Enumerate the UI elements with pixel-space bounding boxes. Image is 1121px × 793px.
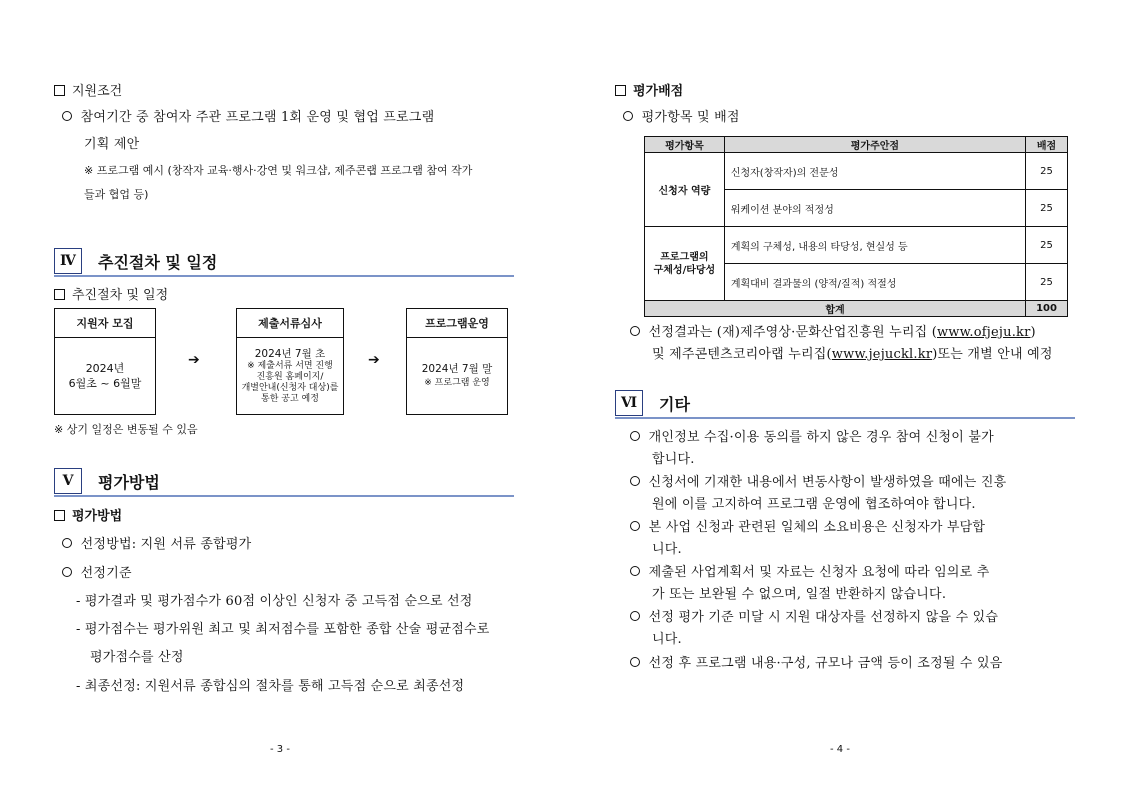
selection-criteria-2-cont: 평가점수를 산정 [90, 650, 184, 665]
flow-step-body: 2024년 6월초 ~ 6월말 [68, 361, 142, 390]
selection-criteria-heading: 선정기준 [62, 562, 132, 581]
circle-bullet-icon [62, 567, 72, 577]
circle-bullet-icon [630, 431, 640, 441]
checkbox-square-icon [54, 85, 65, 96]
selection-criteria-3: - 최종선정: 지원서류 종합심의 절차를 통해 고득점 순으로 최종선정 [76, 679, 465, 694]
table-row [645, 153, 1068, 190]
list-item-cont: 가 또는 보완될 수 없으며, 일절 반환하지 않습니다. [652, 587, 947, 602]
section-numeral: Ⅵ [615, 390, 643, 416]
ofjeju-link[interactable]: www.ofjeju.kr [936, 325, 1031, 340]
flow-step-body: 2024년 7월 초 ※ 제출서류 서면 진행 진흥원 홈페이지/ 개별안내(신청자 대상)를 통한 공고 예정 [241, 347, 339, 404]
jejuckl-link[interactable]: www.jejuckl.kr [831, 347, 933, 362]
table-score-cell: 25 [1026, 190, 1068, 227]
scoring-subheading: 평가항목 및 배점 [623, 106, 740, 125]
table-total-row [645, 301, 1068, 317]
list-item: 선정 후 프로그램 내용·구성, 규모나 금액 등이 조정될 수 있음 [630, 652, 1003, 671]
program-example-note-cont: 들과 협업 등) [84, 188, 149, 201]
circle-bullet-icon [623, 111, 633, 121]
circle-bullet-icon [630, 326, 640, 336]
list-item-cont: 원에 이를 고지하여 프로그램 운영에 협조하여야 합니다. [652, 497, 976, 512]
flow-step-recruit [54, 308, 156, 415]
table-header-cell: 평가주안점 [724, 137, 1025, 153]
arrow-right-icon: ➔ [368, 352, 380, 368]
table-header-cell: 배점 [1026, 137, 1068, 153]
evaluation-method-heading: 평가방법 [54, 505, 122, 524]
scoring-heading: 평가배점 [615, 80, 683, 99]
table-total-score: 100 [1026, 301, 1068, 317]
flow-step-title: 제출서류심사 [237, 309, 343, 338]
circle-bullet-icon [630, 521, 640, 531]
section-rule [54, 495, 514, 497]
table-total-label: 합계 [645, 301, 1026, 317]
schedule-note: ※ 상기 일정은 변동될 수 있음 [54, 423, 198, 436]
table-cell: 워케이션 분야의 적정성 [724, 190, 1025, 227]
checkbox-square-icon [615, 85, 626, 96]
list-item: 본 사업 신청과 관련된 일체의 소요비용은 신청자가 부담합 [630, 516, 985, 535]
section-rule [615, 417, 1075, 419]
flow-step-operation [406, 308, 508, 415]
checkbox-square-icon [54, 289, 65, 300]
checkbox-square-icon [54, 510, 65, 521]
page-number: - 3 - [270, 744, 290, 755]
section-numeral: Ⅴ [54, 468, 82, 494]
arrow-right-icon: ➔ [188, 352, 200, 368]
section-rule [54, 275, 514, 277]
section-title: 평가방법 [98, 473, 160, 492]
result-notice: 선정결과는 (재)제주영상·문화산업진흥원 누리집 (www.ofjeju.kr) [630, 321, 1036, 340]
table-score-cell: 25 [1026, 264, 1068, 301]
list-item: 선정 평가 기준 미달 시 지원 대상자를 선정하지 않을 수 있습 [630, 606, 998, 625]
section-numeral: Ⅳ [54, 248, 82, 274]
circle-bullet-icon [630, 566, 640, 576]
list-item: 신청서에 기재한 내용에서 변동사항이 발생하였을 때에는 진흥 [630, 471, 1006, 490]
list-item-cont: 니다. [652, 632, 682, 647]
table-row [645, 227, 1068, 264]
section-title: 기타 [659, 395, 690, 414]
flow-step-title: 프로그램운영 [407, 309, 507, 338]
table-category-cell: 프로그램의 구체성/타당성 [645, 227, 725, 301]
circle-bullet-icon [630, 657, 640, 667]
circle-bullet-icon [62, 538, 72, 548]
list-item-cont: 니다. [652, 542, 682, 557]
section-title: 추진절차 및 일정 [98, 253, 218, 272]
scoring-table [644, 136, 1068, 317]
circle-bullet-icon [630, 611, 640, 621]
selection-criteria-1: - 평가결과 및 평가점수가 60점 이상인 신청자 중 고득점 순으로 선정 [76, 594, 473, 609]
result-notice-cont: 및 제주콘텐츠코리아랩 누리집(www.jejuckl.kr)또는 개별 안내 예정 [652, 347, 1053, 362]
section-4-header [54, 248, 514, 276]
flow-step-body: 2024년 7월 말 ※ 프로그램 운영 [421, 362, 493, 388]
circle-bullet-icon [630, 476, 640, 486]
table-category-cell: 신청자 역량 [645, 153, 725, 227]
table-score-cell: 25 [1026, 227, 1068, 264]
flow-step-review [236, 308, 344, 415]
flow-step-title: 지원자 모집 [55, 309, 155, 338]
selection-criteria-2: - 평가점수는 평가위원 최고 및 최저점수를 포함한 종합 산술 평균점수로 [76, 622, 490, 637]
section-5-header [54, 468, 514, 496]
section-6-header [615, 390, 1075, 418]
list-item-cont: 합니다. [652, 452, 695, 467]
table-header-row [645, 137, 1068, 153]
support-conditions-heading: 지원조건 [54, 80, 122, 99]
table-cell: 계획대비 결과물의 (양적/질적) 적절성 [724, 264, 1025, 301]
table-cell: 계획의 구체성, 내용의 타당성, 현실성 등 [724, 227, 1025, 264]
circle-bullet-icon [62, 111, 72, 121]
procedure-heading: 추진절차 및 일정 [54, 284, 168, 303]
support-condition-item-cont: 기획 제안 [84, 137, 140, 152]
program-example-note: ※ 프로그램 예시 (창작자 교육·행사·강연 및 워크샵, 제주콘랩 프로그램 참여 작가 [84, 164, 473, 177]
list-item: 개인정보 수집·이용 동의를 하지 않은 경우 참여 신청이 불가 [630, 426, 994, 445]
list-item: 제출된 사업계획서 및 자료는 신청자 요청에 따라 임의로 추 [630, 561, 990, 580]
table-cell: 신청자(창작자)의 전문성 [724, 153, 1025, 190]
page-number: - 4 - [830, 744, 850, 755]
selection-method: 선정방법: 지원 서류 종합평가 [62, 533, 251, 552]
support-condition-item: 참여기간 중 참여자 주관 프로그램 1회 운영 및 협업 프로그램 [62, 106, 434, 125]
table-header-cell: 평가항목 [645, 137, 725, 153]
table-score-cell: 25 [1026, 153, 1068, 190]
